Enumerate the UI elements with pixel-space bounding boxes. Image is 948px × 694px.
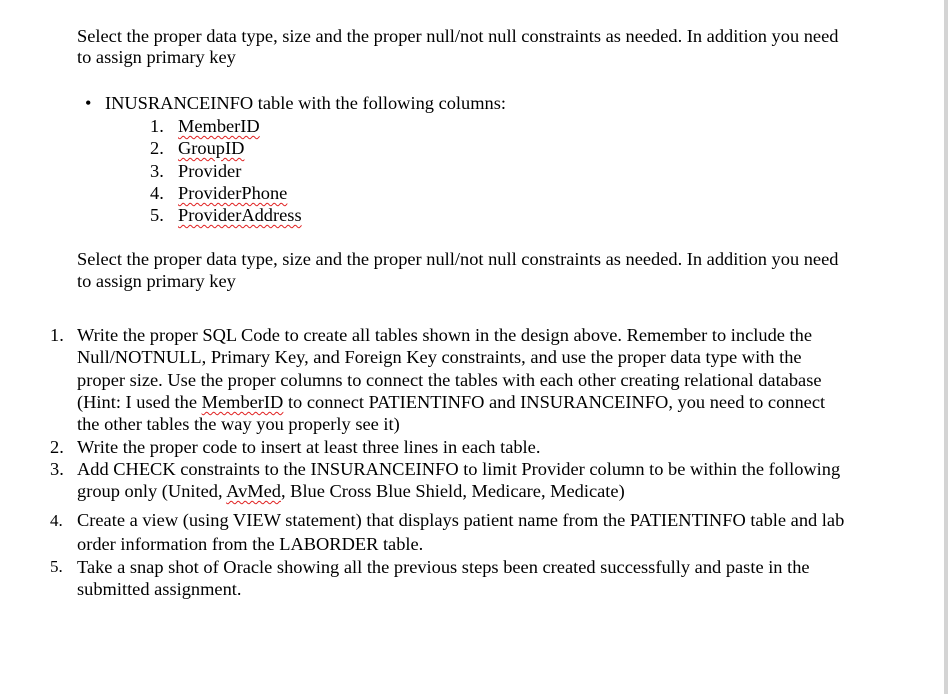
column-item: Provider: [178, 161, 242, 181]
task-line: proper size. Use the proper columns to connect the tables with each other creating relational database: [77, 370, 822, 390]
list-number: 2.: [150, 138, 164, 158]
misspelled-word: MemberID: [201, 392, 284, 412]
list-number: 1.: [50, 325, 64, 345]
text-segment: , Blue Cross Blue Shield, Medicare, Medicate): [280, 481, 625, 501]
task-line: the other tables the way you properly see it): [77, 414, 400, 434]
task-line: submitted assignment.: [77, 579, 242, 599]
page-edge: [944, 0, 948, 694]
misspelled-word: AvMed: [226, 481, 281, 501]
text-line: to assign primary key: [77, 47, 236, 67]
task-line: [77, 391, 825, 413]
text-segment: (Hint: I used the: [77, 392, 202, 412]
list-number: 1.: [150, 116, 164, 136]
column-item: GroupID: [178, 138, 245, 158]
column-item: MemberID: [178, 116, 260, 136]
text-segment: to connect PATIENTINFO and INSURANCEINFO, you need to connect: [283, 392, 826, 412]
task-line: Add CHECK constraints to the INSURANCEINFO to limit Provider column to be within the following: [77, 459, 841, 479]
list-number: 4.: [50, 511, 63, 530]
task-line: Write the proper SQL Code to create all tables shown in the design above. Remember to include the: [77, 325, 813, 345]
list-number: 4.: [150, 183, 164, 203]
task-line: order information from the LABORDER table.: [77, 534, 424, 554]
task-line: Take a snap shot of Oracle showing all the previous steps been created successfully and paste in the: [77, 557, 810, 577]
column-item: ProviderPhone: [178, 183, 288, 203]
text-line: Select the proper data type, size and the proper null/not null constraints as needed. In addition you need: [77, 249, 839, 269]
text-segment: group only (United,: [77, 481, 227, 501]
list-number: 3.: [150, 161, 164, 181]
list-number: 5.: [50, 557, 63, 576]
text-line: Select the proper data type, size and the proper null/not null constraints as needed. In addition you need: [77, 26, 839, 46]
task-line: [77, 480, 625, 502]
text-line: to assign primary key: [77, 271, 236, 291]
task-line: Null/NOTNULL, Primary Key, and Foreign Key constraints, and use the proper data type with the: [77, 347, 802, 367]
task-line: Create a view (using VIEW statement) that displays patient name from the PATIENTINFO table and lab: [77, 510, 845, 530]
bullet-icon: •: [85, 93, 92, 113]
list-number: 2.: [50, 437, 64, 457]
column-item: ProviderAddress: [178, 205, 302, 225]
bullet-text: INUSRANCEINFO table with the following columns:: [105, 93, 506, 113]
list-number: 3.: [50, 459, 64, 479]
list-number: 5.: [150, 205, 164, 225]
task-line: Write the proper code to insert at least three lines in each table.: [77, 437, 541, 457]
